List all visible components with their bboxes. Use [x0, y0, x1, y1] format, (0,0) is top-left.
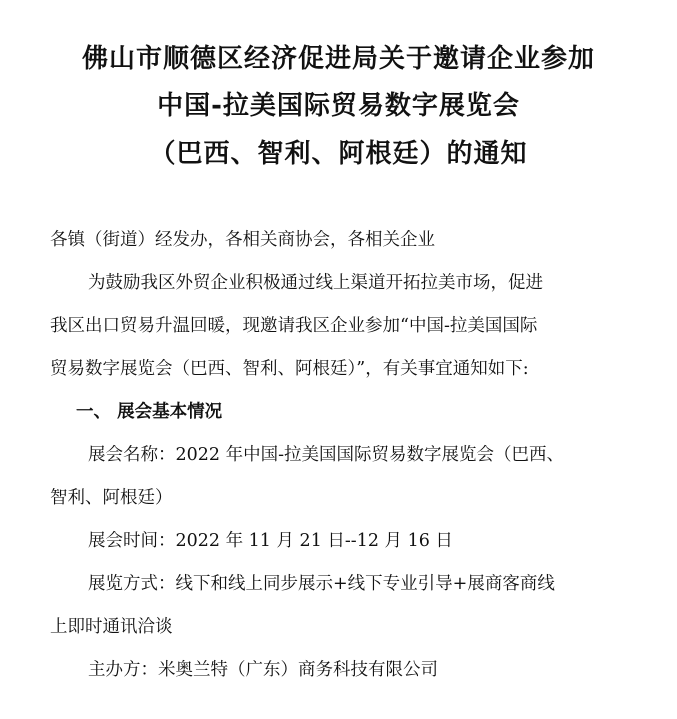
- section-heading: 一、 展会基本情况: [76, 402, 223, 422]
- intro-line-3: 贸易数字展览会（巴西、智利、阿根廷）”，有关事宜通知如下:: [50, 359, 529, 379]
- salutation: 各镇（街道）经发办，各相关商协会，各相关企业: [50, 230, 435, 250]
- intro-line-2: 我区出口贸易升温回暖，现邀请我区企业参加“中国-拉美国国际: [50, 316, 538, 336]
- title-line-1: 佛山市顺德区经济促进局关于邀请企业参加: [81, 44, 595, 74]
- exhibition-mode-line-2: 上即时通讯洽谈: [50, 617, 173, 637]
- title-line-2: 中国-拉美国际贸易数字展览会: [157, 91, 520, 121]
- exhibition-mode-line-1: 展览方式：线下和线上同步展示+线下专业引导+展商客商线: [88, 574, 555, 594]
- exhibition-name-line-1: 展会名称：2022 年中国-拉美国国际贸易数字展览会（巴西、: [88, 445, 565, 465]
- organizer: 主办方：米奥兰特（广东）商务科技有限公司: [88, 660, 438, 680]
- exhibition-time: 展会时间：2022 年 11 月 21 日--12 月 16 日: [88, 531, 453, 551]
- title-line-3: （巴西、智利、阿根廷）的通知: [149, 139, 528, 169]
- exhibition-name-line-2: 智利、阿根廷）: [50, 488, 173, 508]
- intro-line-1: 为鼓励我区外贸企业积极通过线上渠道开拓拉美市场，促进: [88, 273, 543, 293]
